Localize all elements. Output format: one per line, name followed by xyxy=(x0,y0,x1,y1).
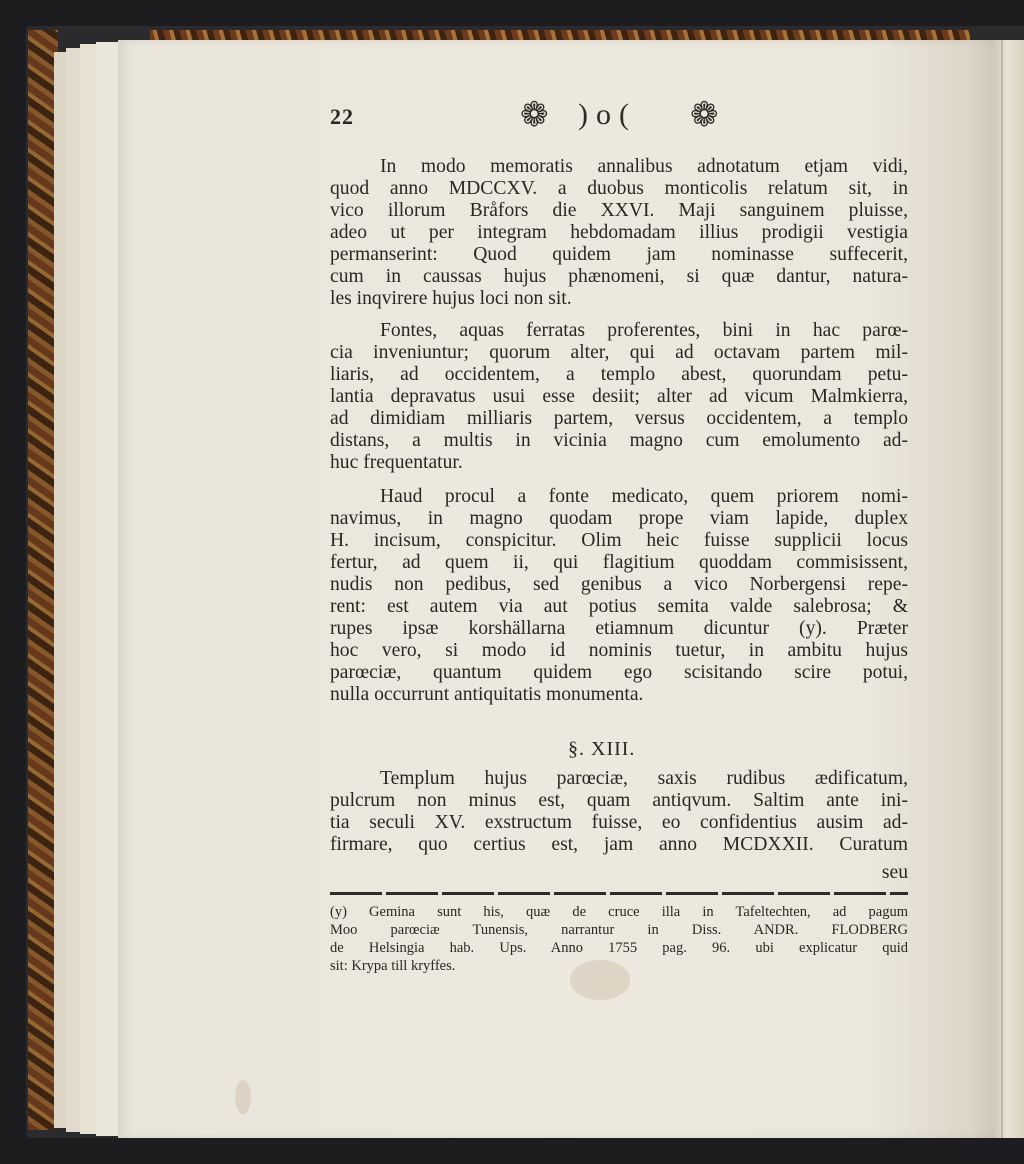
text-line: H. incisum, conspicitur. Olim heic fuisse supplicii locus xyxy=(330,530,908,551)
footnote-line: sit: Krypa till kryffes. xyxy=(330,958,456,974)
text-line: nulla occurrunt antiquitatis monumenta. xyxy=(330,684,644,705)
rosette-ornament-icon: ❁ xyxy=(690,97,719,134)
text-line: distans, a multis in vicinia magno cum emolumento ad- xyxy=(330,430,908,451)
header-ornament: )o( xyxy=(578,98,637,131)
text-line: firmare, quo certius est, jam anno MCDXXII. Curatum xyxy=(330,834,908,855)
page-number: 22 xyxy=(330,104,354,129)
text-line: cia inveniuntur; quorum alter, qui ad octavam partem mil- xyxy=(330,342,908,363)
page-stain xyxy=(235,1080,251,1114)
text-line: Haud procul a fonte medicato, quem priorem nomi- xyxy=(380,486,908,507)
text-line: permanserint: Quod quidem jam nominasse suffecerit, xyxy=(330,244,908,265)
text-line: liaris, ad occidentem, a templo abest, quorundam petu- xyxy=(330,364,908,385)
footnote-line: de Helsingia hab. Ups. Anno 1755 pag. 96. ubi explicatur quid xyxy=(330,940,908,956)
text-line: quod anno MDCCXV. a duobus monticolis relatum sit, in xyxy=(330,178,908,199)
binding-fold xyxy=(1001,40,1003,1138)
facing-page-gutter xyxy=(994,40,1024,1138)
footnote-line: (y) Gemina sunt his, quæ de cruce illa in Tafeltechten, ad pagum xyxy=(330,904,908,920)
text-line: In modo memoratis annalibus adnotatum etjam vidi, xyxy=(380,156,908,177)
text-line: parœciæ, quantum quidem ego scisitando scire potui, xyxy=(330,662,908,683)
section-heading: §. XIII. xyxy=(568,738,636,760)
footnote-line: Moo parœciæ Tunensis, narrantur in Diss. ANDR. FLODBERG xyxy=(330,922,908,938)
text-line: cum in caussas hujus phænomeni, si quæ dantur, natura- xyxy=(330,266,908,287)
text-line: rupes ipsæ korshällarna etiamnum dicuntur (y). Præter xyxy=(330,618,908,639)
text-line: huc frequentatur. xyxy=(330,452,463,473)
text-line: ad dimidiam milliaris partem, versus occidentem, a templo xyxy=(330,408,908,429)
text-line: lantia depravatus usui esse desiit; alter ad vicum Malmkierra, xyxy=(330,386,908,407)
catchword: seu xyxy=(881,862,908,883)
text-line: fertur, ad quem ii, qui flagitium quoddam commisissent, xyxy=(330,552,908,573)
text-line: Templum hujus parœciæ, saxis rudibus ædificatum, xyxy=(380,768,908,789)
text-line: navimus, in magno quodam prope viam lapide, duplex xyxy=(330,508,908,529)
text-line: rent: est autem via aut potius semita valde salebrosa; & xyxy=(330,596,908,617)
text-line: vico illorum Bråfors die XXVI. Maji sanguinem pluisse, xyxy=(330,200,908,221)
rosette-ornament-icon: ❁ xyxy=(520,97,549,134)
text-line: tia seculi XV. exstructum fuisse, eo confidentius ausim ad- xyxy=(330,812,908,833)
text-line: les inqvirere hujus loci non sit. xyxy=(330,288,572,309)
text-line: nudis non pedibus, sed genibus a vico Norbergensi repe- xyxy=(330,574,908,595)
text-line: pulcrum non minus est, quam antiqvum. Saltim ante ini- xyxy=(330,790,908,811)
text-line: Fontes, aquas ferratas proferentes, bini in hac parœ- xyxy=(380,320,908,341)
footnote-rule xyxy=(330,892,908,895)
text-line: hoc vero, si modo id nominis tuetur, in ambitu hujus xyxy=(330,640,908,661)
text-line: adeo ut per integram hebdomadam illius prodigii vestigia xyxy=(330,222,908,243)
